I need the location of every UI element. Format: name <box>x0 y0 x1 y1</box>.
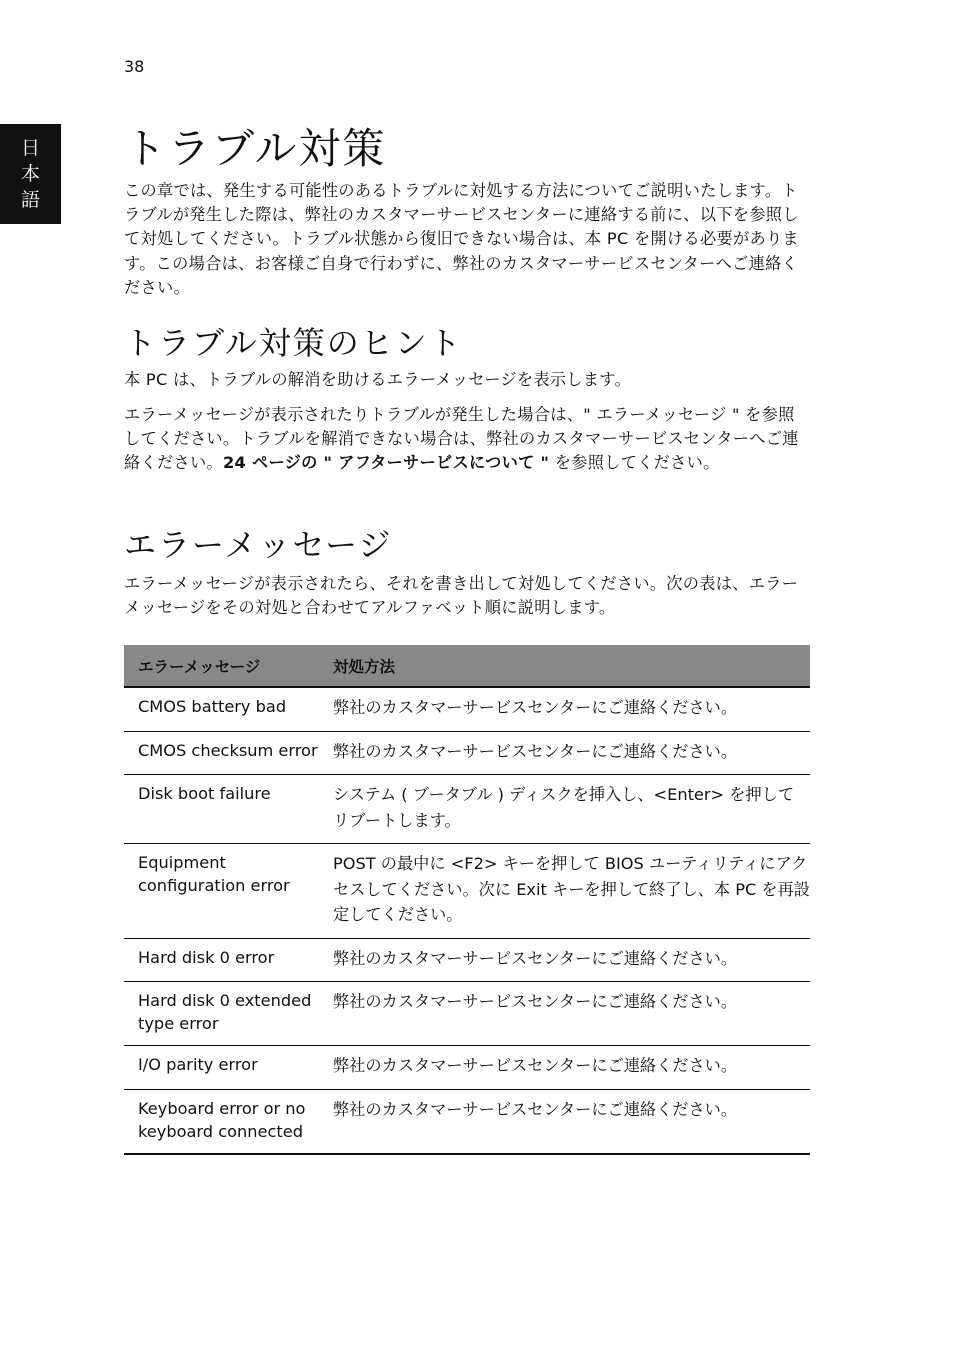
action-cell: 弊社のカスタマーサービスセンターにご連絡ください。 <box>333 938 810 982</box>
hints-paragraph-2 <box>124 403 810 476</box>
error-message-table <box>124 645 810 1155</box>
hints-heading: トラブル対策のヒント <box>124 324 463 362</box>
table-row <box>124 775 810 844</box>
action-cell: 弊社のカスタマーサービスセンターにご連絡ください。 <box>333 982 810 1046</box>
error-message-cell: CMOS battery bad <box>124 687 333 731</box>
table-row <box>124 1089 810 1154</box>
table-row <box>124 938 810 982</box>
table-row <box>124 731 810 775</box>
error-message-cell: Hard disk 0 extended type error <box>124 982 333 1046</box>
hints-paragraph-2-text: エラーメッセージが表示されたりトラブルが発生した場合は、" エラーメッセージ " を参照してください。トラブルを解消できない場合は、弊社のカスタマーサービスセンターへご連絡ください。 <box>124 405 799 473</box>
error-message-cell: Equipment configuration error <box>124 844 333 939</box>
header-error-message: エラーメッセージ <box>124 645 333 687</box>
table-row <box>124 687 810 731</box>
language-tab <box>0 124 61 224</box>
language-tab-char: 語 <box>20 189 40 211</box>
table-row <box>124 844 810 939</box>
error-message-cell: Hard disk 0 error <box>124 938 333 982</box>
error-message-cell: Disk boot failure <box>124 775 333 844</box>
action-cell: 弊社のカスタマーサービスセンターにご連絡ください。 <box>333 687 810 731</box>
action-cell: POST の最中に <F2> キーを押して BIOS ユーティリティにアクセスしてください。次に Exit キーを押して終了し、本 PC を再設定してください。 <box>333 844 810 939</box>
action-cell: 弊社のカスタマーサービスセンターにご連絡ください。 <box>333 731 810 775</box>
error-message-cell: Keyboard error or no keyboard connected <box>124 1089 333 1154</box>
after-service-reference: 24 ページの " アフターサービスについて " <box>222 453 550 473</box>
table-header-row <box>124 645 810 687</box>
page-number: 38 <box>124 57 145 76</box>
page-title: トラブル対策 <box>124 124 387 173</box>
intro-paragraph: この章では、発生する可能性のあるトラブルに対処する方法についてご説明いたします。トラブルが発生した際は、弊社のカスタマーサービスセンターに連絡する前に、以下を参照して対処してください。トラブル状態から復旧できない場合は、本 PC を開ける必要があります。この場合は、お客様ご自身で行わずに、弊社のカスタマーサービスセンターへご連絡ください。 <box>124 181 799 297</box>
error-message-cell: I/O parity error <box>124 1046 333 1090</box>
action-cell: システム ( ブータブル ) ディスクを挿入し、<Enter> を押してリブートします。 <box>333 775 810 844</box>
table-row <box>124 982 810 1046</box>
action-cell: 弊社のカスタマーサービスセンターにご連絡ください。 <box>333 1046 810 1090</box>
hints-paragraph-1: 本 PC は、トラブルの解消を助けるエラーメッセージを表示します。 <box>124 370 631 389</box>
hints-paragraph-2-end: を参照してください。 <box>549 453 720 473</box>
error-messages-heading: エラーメッセージ <box>124 526 393 564</box>
language-tab-char: 日 <box>20 137 40 159</box>
header-action: 対処方法 <box>333 645 810 687</box>
error-message-cell: CMOS checksum error <box>124 731 333 775</box>
action-cell: 弊社のカスタマーサービスセンターにご連絡ください。 <box>333 1089 810 1154</box>
language-tab-char: 本 <box>20 163 40 185</box>
error-messages-intro: エラーメッセージが表示されたら、それを書き出して対処してください。次の表は、エラーメッセージをその対処と合わせてアルファベット順に説明します。 <box>124 574 799 618</box>
table-row <box>124 1046 810 1090</box>
